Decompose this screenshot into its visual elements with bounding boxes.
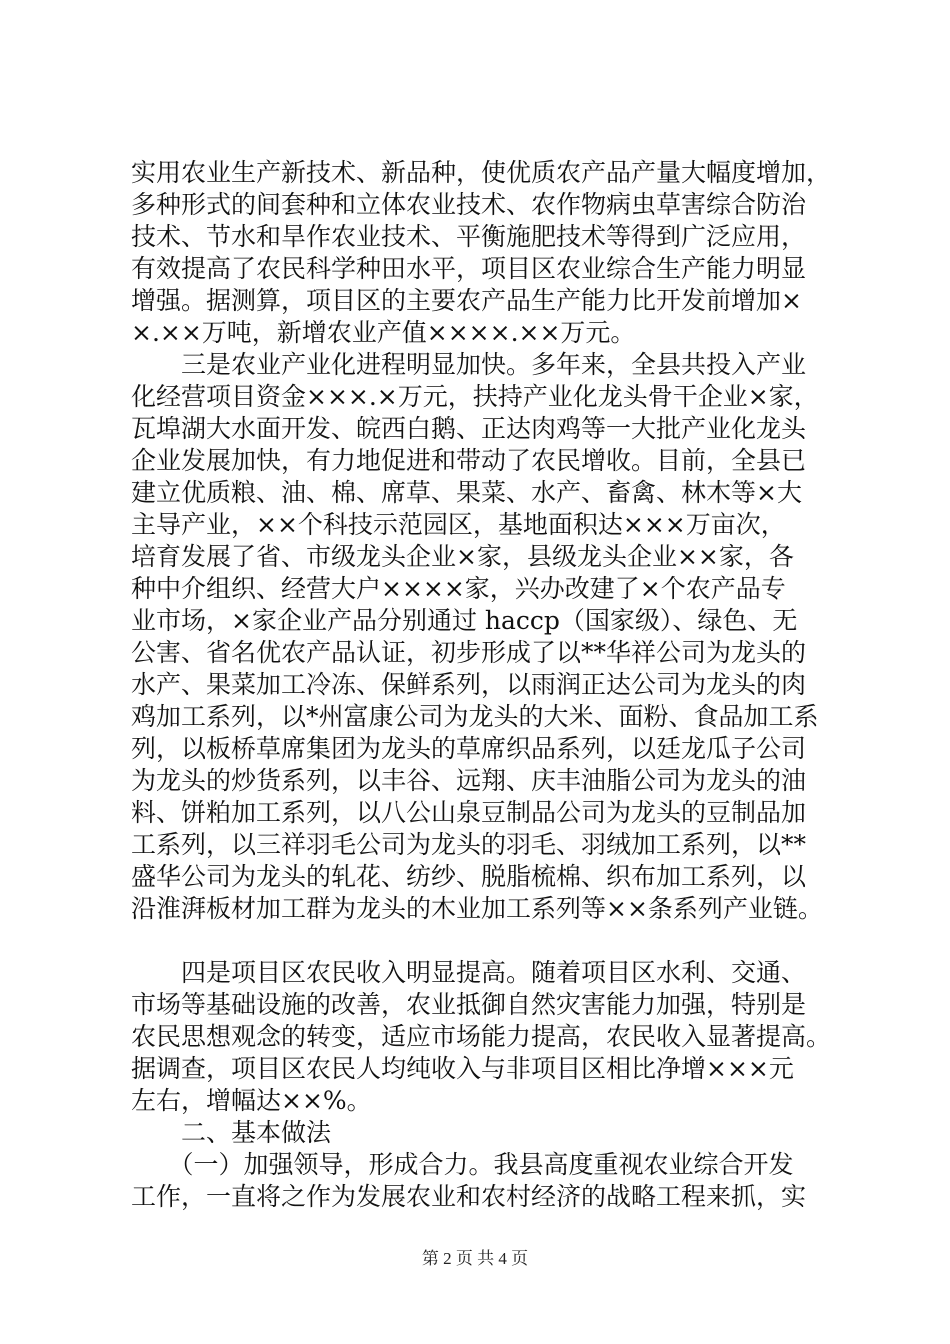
section-heading: 二、基本做法: [131, 1118, 332, 1147]
text-line: 瓦埠湖大水面开发、皖西白鹅、正达肉鸡等一大批产业化龙头: [131, 414, 807, 443]
text-line: 农民思想观念的转变，适应市场能力提高，农民收入显著提高。: [131, 1022, 832, 1051]
text-line: （一）加强领导，形成合力。我县高度重视农业综合开发: [131, 1150, 794, 1179]
text-line: 左右，增幅达××%。: [131, 1086, 372, 1115]
text-line: 鸡加工系列，以*州富康公司为龙头的大米、面粉、食品加工系: [131, 702, 819, 731]
text-line: 技术、节水和旱作农业技术、平衡施肥技术等得到广泛应用，: [131, 222, 807, 251]
page-number-footer: 第 2 页 共 4 页: [421, 1249, 529, 1268]
text-line: 种中介组织、经营大户××××家，兴办改建了×个农产品专: [131, 574, 786, 603]
text-line: 市场等基础设施的改善，农业抵御自然灾害能力加强，特别是: [131, 990, 807, 1019]
text-line: 盛华公司为龙头的轧花、纺纱、脱脂梳棉、织布加工系列，以: [131, 862, 807, 891]
text-line: 有效提高了农民科学种田水平，项目区农业综合生产能力明显: [131, 254, 807, 283]
text-line: 三是农业产业化进程明显加快。多年来，全县共投入产业: [131, 350, 807, 379]
text-line: 多种形式的间套种和立体农业技术、农作物病虫草害综合防治: [131, 190, 807, 219]
text-line: 四是项目区农民收入明显提高。随着项目区水利、交通、: [131, 958, 807, 987]
text-line: 水产、果菜加工冷冻、保鲜系列，以雨润正达公司为龙头的肉: [131, 670, 807, 699]
text-line: 增强。据测算，项目区的主要农产品生产能力比开发前增加×: [131, 286, 802, 315]
text-line: 实用农业生产新技术、新品种，使优质农产品产量大幅度增加，: [131, 158, 832, 187]
text-line: 培育发展了省、市级龙头企业×家，县级龙头企业××家，各: [131, 542, 794, 571]
text-line: 为龙头的炒货系列，以丰谷、远翔、庆丰油脂公司为龙头的油: [131, 766, 807, 795]
text-line: 工系列，以三祥羽毛公司为龙头的羽毛、羽绒加工系列，以**: [131, 830, 807, 859]
text-line: 化经营项目资金×××.×万元，扶持产业化龙头骨干企业×家，: [131, 382, 819, 411]
text-line: 列，以板桥草席集团为龙头的草席织品系列，以廷龙瓜子公司: [131, 734, 807, 763]
text-line: ×.××万吨，新增农业产值××××.××万元。: [131, 318, 636, 347]
text-line: 沿淮湃板材加工群为龙头的木业加工系列等××条系列产业链。: [131, 894, 823, 923]
document-body: [131, 157, 831, 1213]
text-line: 业市场，×家企业产品分别通过 haccp（国家级）、绿色、无: [131, 606, 798, 635]
text-line: 主导产业，××个科技示范园区，基地面积达×××万亩次，: [131, 510, 786, 539]
text-line: 建立优质粮、油、棉、席草、果菜、水产、畜禽、林木等×大: [131, 478, 802, 507]
text-line: 公害、省名优农产品认证，初步形成了以**华祥公司为龙头的: [131, 638, 807, 667]
paragraph-gap: [131, 925, 831, 957]
text-line: 企业发展加快，有力地促进和带动了农民增收。目前，全县已: [131, 446, 807, 475]
text-line: 据调查，项目区农民人均纯收入与非项目区相比净增×××元: [131, 1054, 794, 1083]
text-line: 料、饼粕加工系列，以八公山泉豆制品公司为龙头的豆制品加: [131, 798, 807, 827]
text-line: 工作，一直将之作为发展农业和农村经济的战略工程来抓，实: [131, 1182, 807, 1211]
